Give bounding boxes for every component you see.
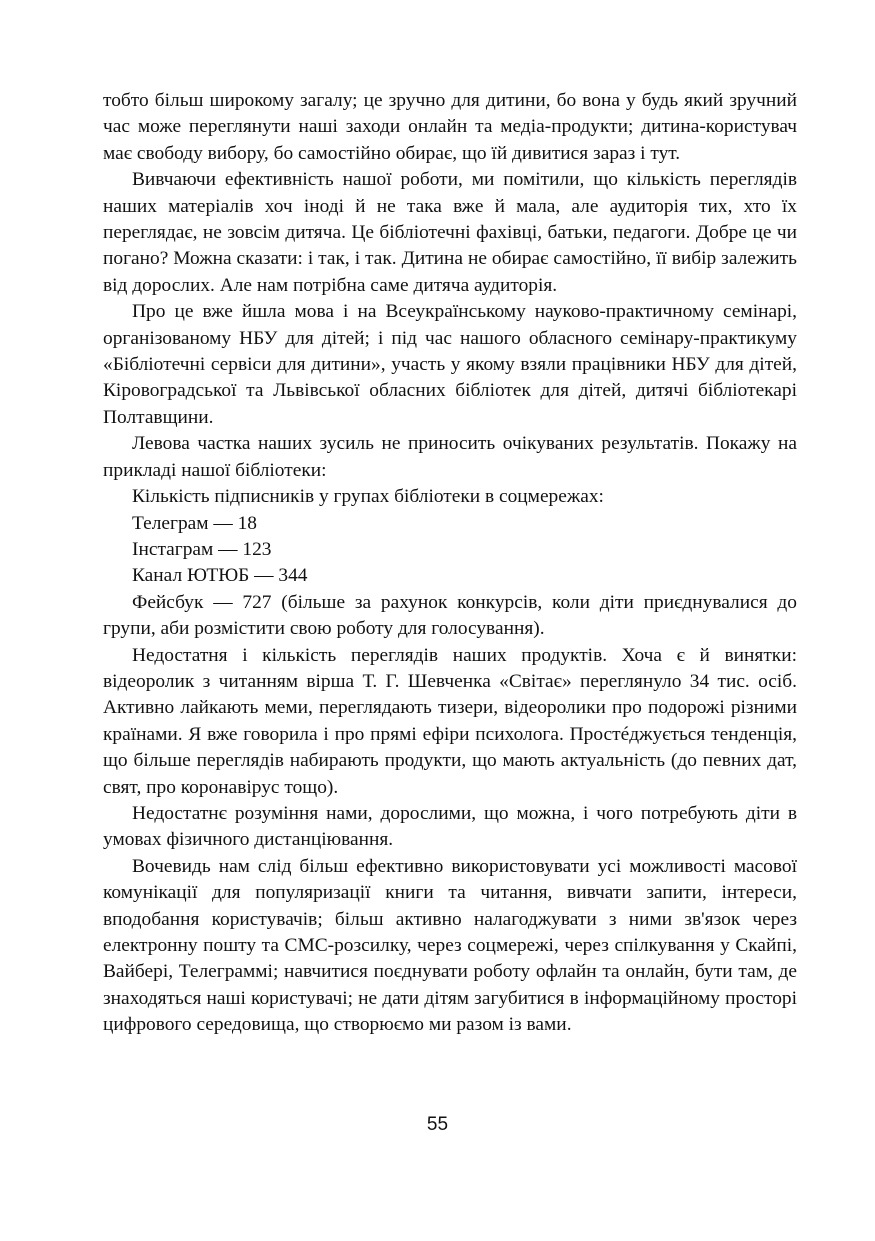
subscribers-youtube: Канал ЮТЮБ — 344 [132, 565, 308, 587]
paragraph-effectiveness: Вивчаючи ефективність нашої роботи, ми помітили, що кількість переглядів наших матеріалів хоч іноді й не така вже й мала, але аудиторія тих, хто їх переглядає, не зовсім дитяча. Це бібліотечні фахівці, батьки, педагоги. Добре це чи погано? Можна сказати: і так, і так. Дитина не обирає самостійно, її вибір залежить від дорослих. Але нам потрібна саме дитяча аудиторія. [103, 169, 797, 296]
paragraph-seminar: Про це вже йшла мова і на Всеукраїнському науково-практичному семінарі, організованому НБУ для дітей; і під час нашого обласного семінару-практикуму «Бібліотечні сервіси для дитини», участь у якому взяли працівники НБУ для дітей, Кіровоградської та Львівської обласних бібліотек для дітей, дитячі бібліотекарі Полтавщини. [103, 301, 797, 428]
paragraph-understanding: Недостатнє розуміння нами, дорослими, що можна, і чого потребують діти в умовах фізичного дистанціювання. [103, 802, 797, 851]
subscribers-telegram: Телеграм — 18 [132, 512, 257, 534]
page-body [103, 88, 797, 1039]
page-number: 55 [426, 1114, 449, 1135]
paragraph-results: Левова частка наших зусиль не приносить очікуваних результатів. Покажу на прикладі нашої бібліотеки: [103, 433, 797, 481]
subscribers-heading: Кількість підписників у групах бібліотеки в соцмережах: [132, 486, 604, 508]
paragraph-views: Недостатня і кількість переглядів наших продуктів. Хоча є й винятки: відеоролик з читанням вірша Т. Г. Шевченка «Світає» переглянуло 34 тис. осіб. Активно лайкають меми, переглядають тизери, відеоролики про подорожі різними країнами. Я вже говорила і про прямі ефіри психолога. Простéджується тенденція, що більше переглядів набирають продукти, що мають актуальність (до певних дат, свят, про коронавірус тощо). [103, 644, 797, 798]
paragraph-conclusion: Вочевидь нам слід більш ефективно використовувати усі можливості масової комунікації для популяризації книги та читання, вивчати запити, інтереси, вподобання користувачів; більш активно налагоджувати з ними зв'язок через електронну пошту та СМС-розсилку, через соцмережі, через спілкування у Скайпі, Вайбері, Телеграммі; навчитися поєднувати роботу офлайн та онлайн, бути там, де знаходяться наші користувачі; не дати дітям загубитися в інформаційному просторі цифрового середовища, що створюємо ми разом із вами. [103, 855, 797, 1036]
paragraph-continuation: тобто більш широкому загалу; це зручно для дитини, бо вона у будь який зручний час може переглянути наші заходи онлайн та медіа-продукти; дитина-користувач має свободу вибору, бо самостійно обирає, що їй дивитися зараз і тут. [103, 90, 797, 164]
subscribers-instagram: Інстаграм — 123 [132, 538, 272, 560]
subscribers-facebook: Фейсбук — 727 (більше за рахунок конкурсів, коли діти приєднувалися до групи, аби розмістити свою роботу для голосування). [103, 591, 797, 640]
